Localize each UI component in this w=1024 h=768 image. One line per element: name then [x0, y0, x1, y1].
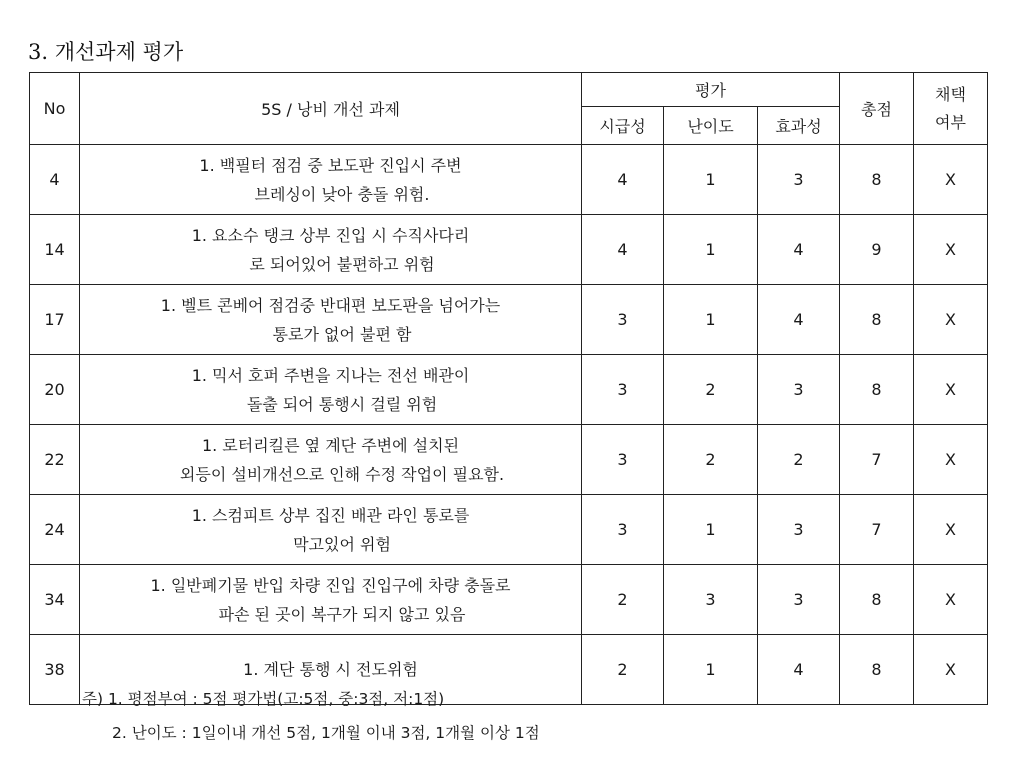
- cell-difficulty: 1: [664, 285, 758, 355]
- cell-adopted: X: [914, 355, 988, 425]
- cell-adopted: X: [914, 495, 988, 565]
- table-row: [30, 215, 988, 285]
- cell-effectiveness: 2: [758, 425, 840, 495]
- header-adopted-line2: 여부: [935, 112, 966, 132]
- cell-task: [80, 425, 582, 495]
- cell-effectiveness: 3: [758, 355, 840, 425]
- cell-urgency: 3: [582, 355, 664, 425]
- cell-effectiveness: 4: [758, 215, 840, 285]
- header-adopted: [914, 73, 988, 145]
- table-row: [30, 355, 988, 425]
- table-row: [30, 565, 988, 635]
- cell-task: [80, 355, 582, 425]
- footnote-2: 2. 난이도 : 1일이내 개선 5점, 1개월 이내 3점, 1개월 이상 1점: [112, 724, 540, 742]
- cell-no: 4: [30, 145, 80, 215]
- cell-adopted: X: [914, 215, 988, 285]
- cell-effectiveness: 4: [758, 635, 840, 705]
- cell-total: 7: [840, 495, 914, 565]
- cell-adopted: X: [914, 145, 988, 215]
- cell-task: [80, 565, 582, 635]
- task-line-2: 막고있어 위험: [293, 534, 391, 554]
- cell-adopted: X: [914, 565, 988, 635]
- cell-total: 8: [840, 635, 914, 705]
- cell-total: 8: [840, 355, 914, 425]
- cell-task: [80, 285, 582, 355]
- table-body: [30, 145, 988, 705]
- task-line-1: 1. 스컴피트 상부 집진 배관 라인 통로를: [191, 505, 470, 525]
- section-title: 3. 개선과제 평가: [28, 40, 184, 64]
- header-effectiveness: 효과성: [758, 107, 840, 145]
- header-adopted-line1: 채택: [935, 84, 966, 104]
- cell-effectiveness: 4: [758, 285, 840, 355]
- table-row: [30, 425, 988, 495]
- cell-no: 38: [30, 635, 80, 705]
- header-evaluation: 평가: [582, 73, 840, 107]
- cell-no: 20: [30, 355, 80, 425]
- cell-difficulty: 1: [664, 635, 758, 705]
- cell-urgency: 3: [582, 285, 664, 355]
- cell-difficulty: 1: [664, 215, 758, 285]
- cell-difficulty: 3: [664, 565, 758, 635]
- cell-urgency: 3: [582, 495, 664, 565]
- cell-task: [80, 215, 582, 285]
- header-urgency: 시급성: [582, 107, 664, 145]
- task-line-1: 1. 로터리킬른 옆 계단 주변에 설치된: [201, 435, 460, 455]
- cell-no: 24: [30, 495, 80, 565]
- evaluation-table: [29, 72, 988, 705]
- cell-task: [80, 145, 582, 215]
- task-line-2: 외등이 설비개선으로 인해 수정 작업이 필요함.: [179, 464, 505, 484]
- cell-no: 34: [30, 565, 80, 635]
- task-line-1: 1. 일반폐기물 반입 차량 진입 진입구에 차량 충돌로: [150, 575, 511, 595]
- header-no: No: [30, 73, 80, 145]
- cell-adopted: X: [914, 285, 988, 355]
- cell-effectiveness: 3: [758, 565, 840, 635]
- cell-urgency: 3: [582, 425, 664, 495]
- cell-task: [80, 495, 582, 565]
- task-line-2: 로 되어있어 불편하고 위험: [249, 254, 435, 274]
- cell-difficulty: 1: [664, 495, 758, 565]
- cell-difficulty: 2: [664, 355, 758, 425]
- cell-difficulty: 1: [664, 145, 758, 215]
- task-line-1: 1. 믹서 호퍼 주변을 지나는 전선 배관이: [191, 365, 470, 385]
- cell-effectiveness: 3: [758, 145, 840, 215]
- cell-total: 8: [840, 145, 914, 215]
- task-line-1: 1. 백필터 점검 중 보도판 진입시 주변: [199, 155, 462, 175]
- task-line-2: 통로가 없어 불편 함: [272, 324, 412, 344]
- cell-no: 22: [30, 425, 80, 495]
- cell-total: 9: [840, 215, 914, 285]
- header-task: 5S / 낭비 개선 과제: [80, 73, 582, 145]
- task-line-2: 돌출 되어 통행시 걸릴 위험: [246, 394, 438, 414]
- cell-adopted: X: [914, 425, 988, 495]
- cell-effectiveness: 3: [758, 495, 840, 565]
- cell-no: 14: [30, 215, 80, 285]
- cell-difficulty: 2: [664, 425, 758, 495]
- cell-total: 8: [840, 285, 914, 355]
- task-line-1: 1. 벨트 콘베어 점검중 반대편 보도판을 넘어가는: [160, 295, 501, 315]
- cell-urgency: 4: [582, 145, 664, 215]
- task-line-1: 1. 계단 통행 시 전도위험: [243, 660, 418, 679]
- footnote-1: 주) 1. 평점부여 : 5점 평가법(고:5점, 중:3점, 저:1점): [82, 690, 445, 708]
- cell-urgency: 2: [582, 565, 664, 635]
- cell-total: 7: [840, 425, 914, 495]
- cell-no: 17: [30, 285, 80, 355]
- footnotes: [82, 682, 540, 750]
- header-difficulty: 난이도: [664, 107, 758, 145]
- table-row: [30, 495, 988, 565]
- table-row: [30, 145, 988, 215]
- cell-adopted: X: [914, 635, 988, 705]
- cell-total: 8: [840, 565, 914, 635]
- task-line-2: 브레싱이 낮아 충돌 위험.: [254, 184, 430, 204]
- cell-urgency: 2: [582, 635, 664, 705]
- header-row-1: [30, 73, 988, 107]
- table-row: [30, 285, 988, 355]
- task-line-1: 1. 요소수 탱크 상부 진입 시 수직사다리: [191, 225, 470, 245]
- cell-urgency: 4: [582, 215, 664, 285]
- task-line-2: 파손 된 곳이 복구가 되지 않고 있음: [218, 604, 466, 624]
- header-total: 총점: [840, 73, 914, 145]
